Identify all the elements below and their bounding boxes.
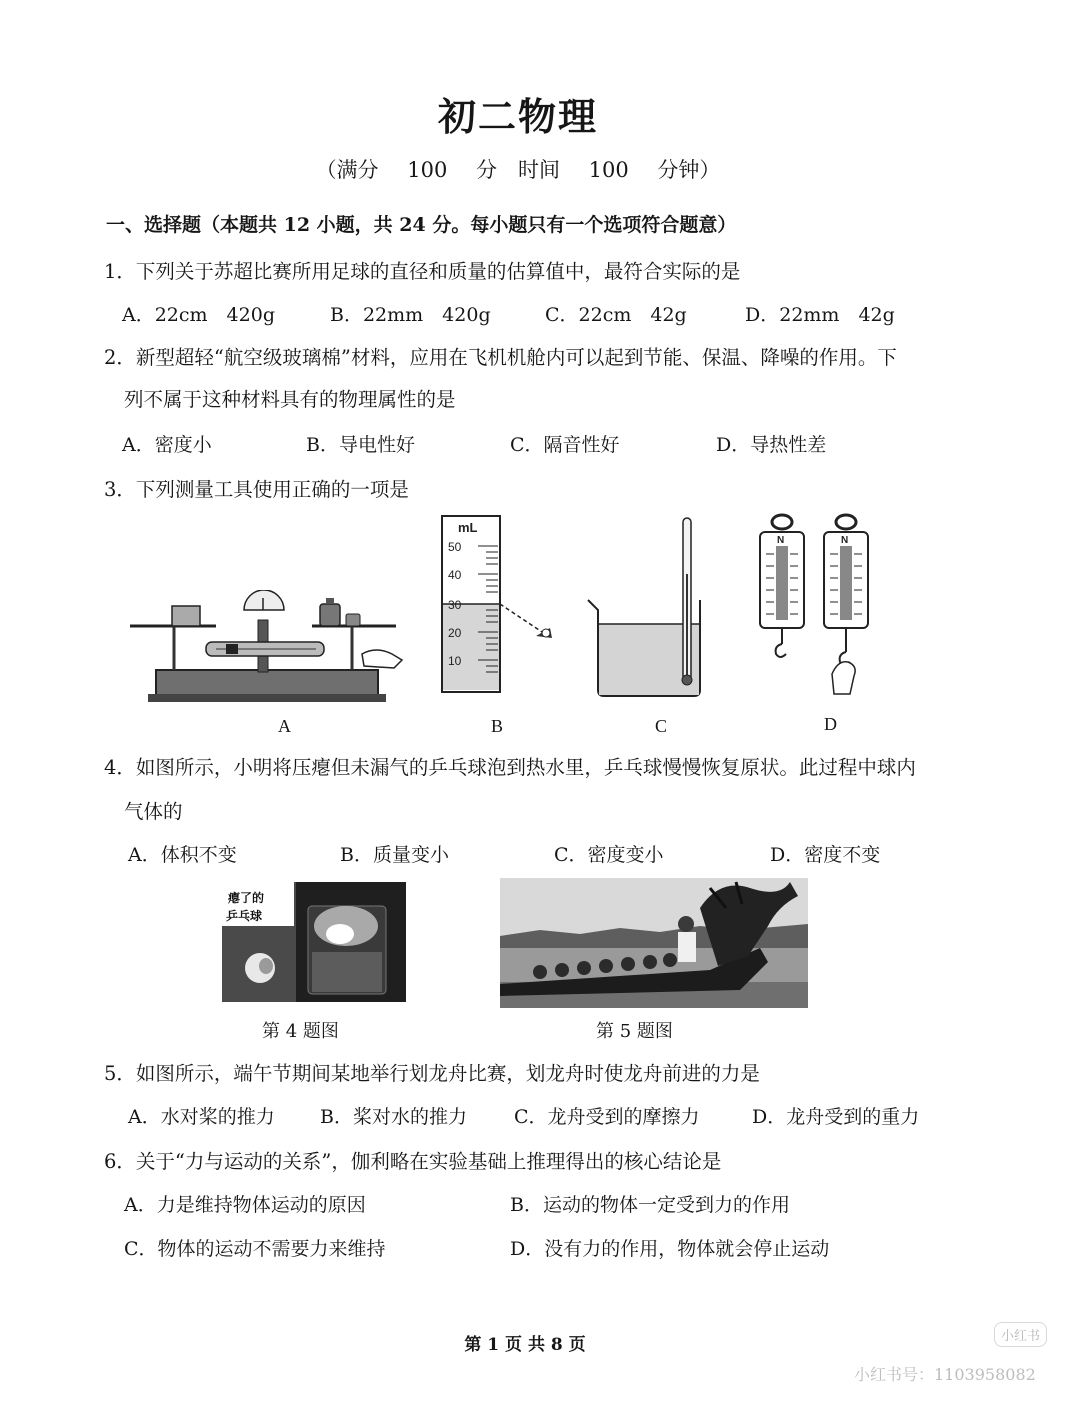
- question-4-line-1: 4．如图所示，小明将压瘪但未漏气的乒乓球泡到热水里，乒乓球慢慢恢复原状。此过程中球内: [104, 756, 916, 779]
- q1-option-c: C．22cm 42g: [545, 304, 687, 326]
- section-heading: 一、选择题（本题共 12 小题，共 24 分。每小题只有一个选项符合题意）: [106, 214, 737, 236]
- watermark-logo: 小红书: [994, 1322, 1047, 1347]
- page-footer: 第 1 页 共 8 页: [464, 1335, 586, 1355]
- question-1-text: 1．下列关于苏超比赛所用足球的直径和质量的估算值中，最符合实际的是: [104, 260, 741, 283]
- q1-option-d: D．22mm 42g: [745, 304, 895, 326]
- cylinder-tick-50: 50: [448, 540, 462, 554]
- dragon-boat-photo: [500, 878, 808, 1008]
- cylinder-tick-30: 30: [448, 598, 462, 612]
- q6-option-b: B．运动的物体一定受到力的作用: [510, 1194, 790, 1216]
- spring-scale-unit-left: N: [777, 535, 785, 546]
- question-3-text: 3．下列测量工具使用正确的一项是: [104, 478, 409, 501]
- figure-label-b: B: [491, 716, 504, 736]
- question-4-line-2: 气体的: [124, 800, 183, 823]
- q5-option-d: D．龙舟受到的重力: [752, 1106, 920, 1128]
- q2-option-b: B．导电性好: [306, 434, 415, 456]
- question-2-line-2: 列不属于这种材料具有的物理属性的是: [124, 388, 456, 411]
- figure-label-c: C: [655, 716, 668, 736]
- figure-4-caption: 第 4 题图: [262, 1021, 339, 1042]
- cylinder-unit-label: mL: [458, 520, 478, 535]
- q5-option-b: B．桨对水的推力: [320, 1106, 467, 1128]
- watermark-id: 小红书号：1103958082: [854, 1365, 1036, 1384]
- q2-option-a: A．密度小: [122, 434, 212, 456]
- beaker-thermometer-figure: [584, 514, 710, 700]
- q5-option-c: C．龙舟受到的摩擦力: [514, 1106, 700, 1128]
- q2-option-c: C．隔音性好: [510, 434, 620, 456]
- q4-option-a: A．体积不变: [128, 844, 237, 866]
- q2-option-d: D．导热性差: [716, 434, 827, 456]
- figure-5-caption: 第 5 题图: [596, 1021, 673, 1042]
- question-6-text: 6．关于“力与运动的关系”，伽利略在实验基础上推理得出的核心结论是: [104, 1150, 722, 1173]
- question-5-text: 5．如图所示，端午节期间某地举行划龙舟比赛，划龙舟时使龙舟前进的力是: [104, 1062, 760, 1085]
- q6-option-c: C．物体的运动不需要力来维持: [124, 1238, 386, 1260]
- graduated-cylinder-figure: [438, 512, 568, 696]
- balance-scale-figure: [126, 590, 410, 706]
- spring-scale-unit-right: N: [841, 535, 849, 546]
- photo-label-line-2: 乒乓球: [226, 909, 263, 923]
- page-title: 初二物理: [437, 94, 598, 139]
- q5-option-a: A．水对桨的推力: [128, 1106, 275, 1128]
- cylinder-tick-40: 40: [448, 568, 462, 582]
- q6-option-a: A．力是维持物体运动的原因: [124, 1194, 366, 1216]
- q4-option-b: B．质量变小: [340, 844, 449, 866]
- q4-option-d: D．密度不变: [770, 844, 881, 866]
- photo-label-line-1: 瘪了的: [228, 891, 265, 905]
- ping-pong-photo: [222, 882, 406, 1002]
- figure-label-d: D: [824, 714, 837, 734]
- q1-option-a: A．22cm 420g: [122, 304, 275, 326]
- spring-scale-figure: [752, 512, 876, 702]
- q1-option-b: B．22mm 420g: [330, 304, 491, 326]
- cylinder-tick-10: 10: [448, 654, 462, 668]
- q4-option-c: C．密度变小: [554, 844, 664, 866]
- cylinder-tick-20: 20: [448, 626, 462, 640]
- exam-info: （满分 100 分 时间 100 分钟）: [315, 158, 721, 182]
- figure-label-a: A: [278, 716, 291, 736]
- q6-option-d: D．没有力的作用，物体就会停止运动: [510, 1238, 830, 1260]
- question-2-line-1: 2．新型超轻“航空级玻璃棉”材料，应用在飞机机舱内可以起到节能、保温、降噪的作用。下: [104, 346, 897, 369]
